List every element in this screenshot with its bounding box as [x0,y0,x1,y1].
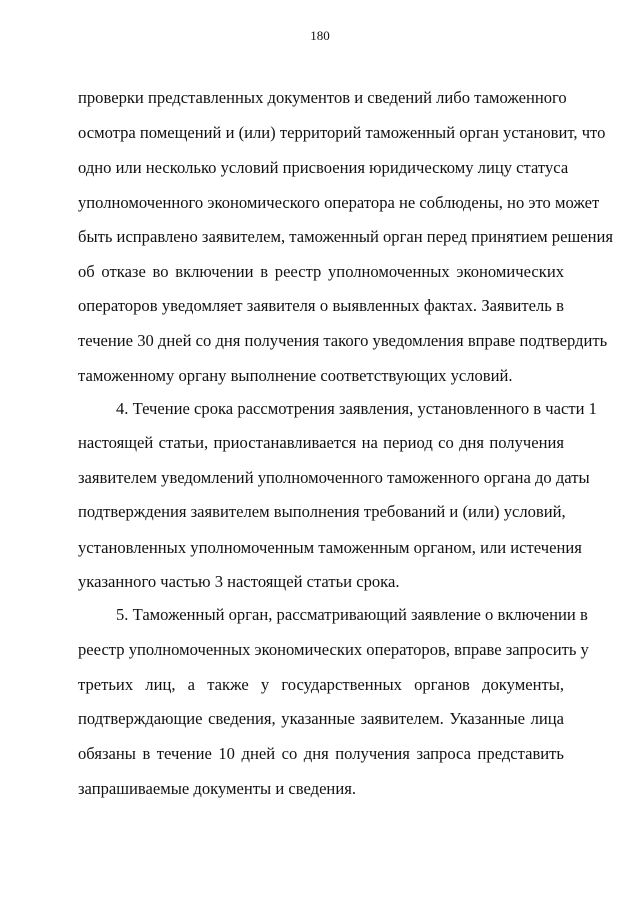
page-number: 180 [310,28,330,43]
text-line: третьих лиц, а также у государственных органов документы, [78,675,564,694]
text-line: заявителем уведомлений уполномоченного таможенного органа до даты [78,468,590,487]
text-line: запрашиваемые документы и сведения. [78,779,356,798]
text-line: обязаны в течение 10 дней со дня получения запроса представить [78,744,564,763]
text-line: указанного частью 3 настоящей статьи срока. [78,572,400,591]
text-line: осмотра помещений и (или) территорий таможенный орган установит, что [78,123,606,142]
text-line: уполномоченного экономического оператора не соблюдены, но это может [78,193,600,212]
text-line: проверки представленных документов и сведений либо таможенного [78,88,567,107]
text-line: об отказе во включении в реестр уполномоченных экономических [78,262,564,281]
text-line: подтверждения заявителем выполнения требований и (или) условий, [78,502,566,521]
text-line: настоящей статьи, приостанавливается на период со дня получения [78,433,564,452]
text-line: 4. Течение срока рассмотрения заявления, установленного в части 1 [116,399,597,418]
text-line: установленных уполномоченным таможенным органом, или истечения [78,538,582,557]
text-line: быть исправлено заявителем, таможенный орган перед принятием решения [78,227,614,246]
text-line: 5. Таможенный орган, рассматривающий заявление о включении в [116,605,588,624]
text-line: реестр уполномоченных экономических операторов, вправе запросить у [78,640,589,659]
text-line: операторов уведомляет заявителя о выявленных фактах. Заявитель в [78,296,564,315]
text-line: течение 30 дней со дня получения такого уведомления вправе подтвердить [78,331,608,350]
text-line: подтверждающие сведения, указанные заявителем. Указанные лица [78,709,564,728]
text-line: таможенному органу выполнение соответствующих условий. [78,366,513,385]
text-line: одно или несколько условий присвоения юридическому лицу статуса [78,158,569,177]
